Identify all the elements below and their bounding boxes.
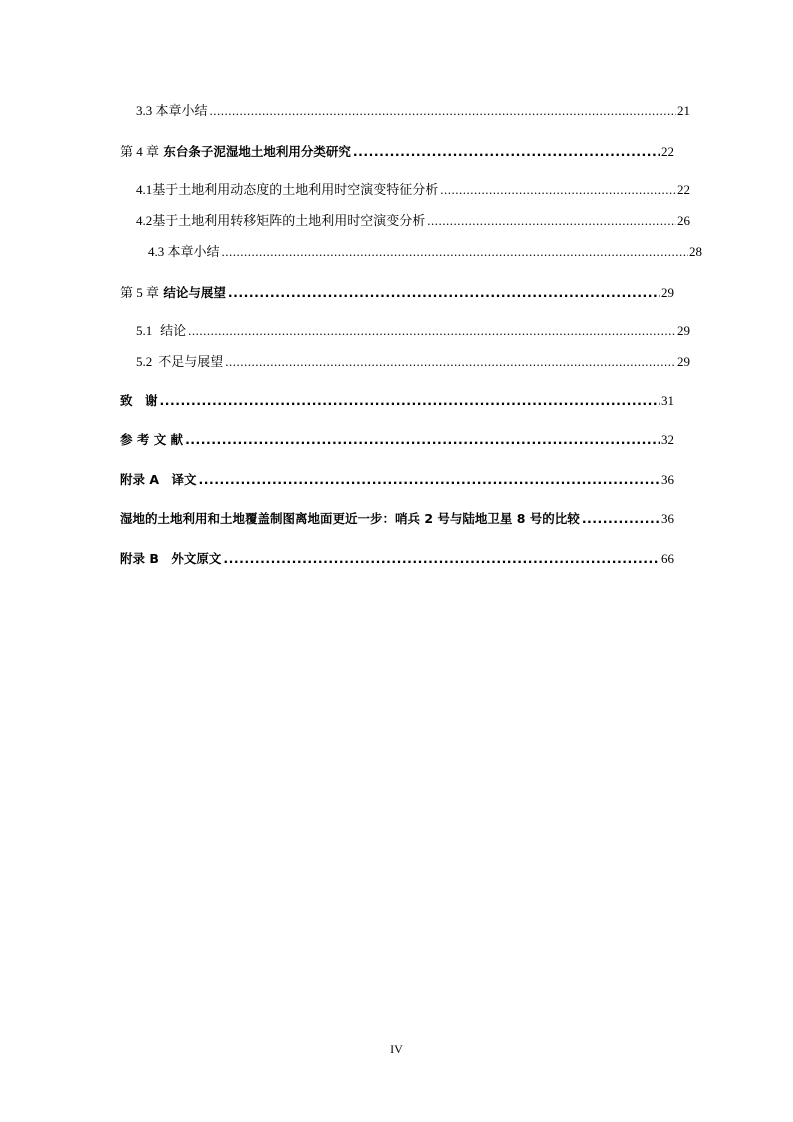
toc-entry-number: 5.1 [136,323,153,338]
dot-leader [223,549,660,569]
dot-leader [199,470,660,490]
toc-entry-number: 3.3 [136,103,153,118]
toc-entry-title: 基于土地利用动态度的土地利用时空演变特征分析 [152,182,439,197]
toc-entry-title: 参 考 文 献 [120,432,184,447]
toc-entry-number: 4.3 [148,244,165,259]
toc-entry-title: 附录 B 外文原文 [120,551,222,566]
toc-entry-page: 29 [677,354,690,369]
page-number-footer: IV [390,1042,403,1056]
dot-leader [228,283,660,303]
toc-entry-title: 结论 [160,323,187,338]
toc-entry-title: 附录 A 译文 [120,472,197,487]
toc-entry-appendix-b[interactable] [120,549,674,569]
toc-entry-number: 4.1 [136,182,153,197]
dot-leader [225,352,676,372]
toc-entry-4-1[interactable] [120,180,690,200]
toc-entry-page: 66 [661,551,674,566]
toc-entry-title: 基于土地利用转移矩阵的土地利用时空演变分析 [152,213,426,228]
toc-entry-title: 湿地的土地利用和土地覆盖制图离地面更近一步：哨兵 2 号与陆地卫星 8 号的比较 [120,511,580,526]
toc-entry-title: 本章小结 [167,244,220,259]
toc-entry-acknowledgements[interactable] [120,391,674,411]
toc-entry-page: 31 [661,393,674,408]
toc-entry-chapter-5[interactable] [120,283,674,303]
toc-entry-references[interactable] [120,430,674,450]
toc-entry-title: 结论与展望 [163,285,226,300]
toc-entry-page: 26 [677,213,690,228]
toc-entry-page: 22 [677,182,690,197]
toc-entry-title: 致 谢 [120,393,158,408]
dot-leader [160,391,660,411]
dot-leader [210,101,676,121]
toc-entry-number: 第 4 章 [120,144,160,159]
toc-entry-3-3[interactable] [120,101,690,121]
dot-leader [582,509,660,529]
toc-entry-title: 本章小结 [155,103,208,118]
toc-entry-page: 21 [677,103,690,118]
dot-leader [188,321,676,341]
toc-entry-page: 36 [661,472,674,487]
toc-entry-number: 4.2 [136,213,153,228]
toc-entry-translation-title[interactable] [120,509,674,529]
toc-entry-page: 22 [661,144,674,159]
dot-leader [222,242,688,262]
toc-entry-page: 36 [661,511,674,526]
toc-entry-page: 28 [689,244,702,259]
toc-entry-title: 东台条子泥湿地土地利用分类研究 [163,144,351,159]
toc-entry-5-2[interactable] [120,352,690,372]
toc-entry-4-3[interactable] [120,242,702,262]
toc-entry-chapter-4[interactable] [120,142,674,162]
toc-entry-page: 29 [661,285,674,300]
toc-entry-5-1[interactable] [120,321,690,341]
toc-entry-number: 第 5 章 [120,285,160,300]
toc-entry-page: 32 [661,432,674,447]
toc-entry-page: 29 [677,323,690,338]
dot-leader [353,142,660,162]
toc-entry-4-2[interactable] [120,211,690,231]
toc-entry-appendix-a[interactable] [120,470,674,490]
dot-leader [185,430,660,450]
dot-leader [440,180,676,200]
toc-entry-title: 不足与展望 [158,354,224,369]
dot-leader [427,211,676,231]
toc-entry-number: 5.2 [136,354,153,369]
